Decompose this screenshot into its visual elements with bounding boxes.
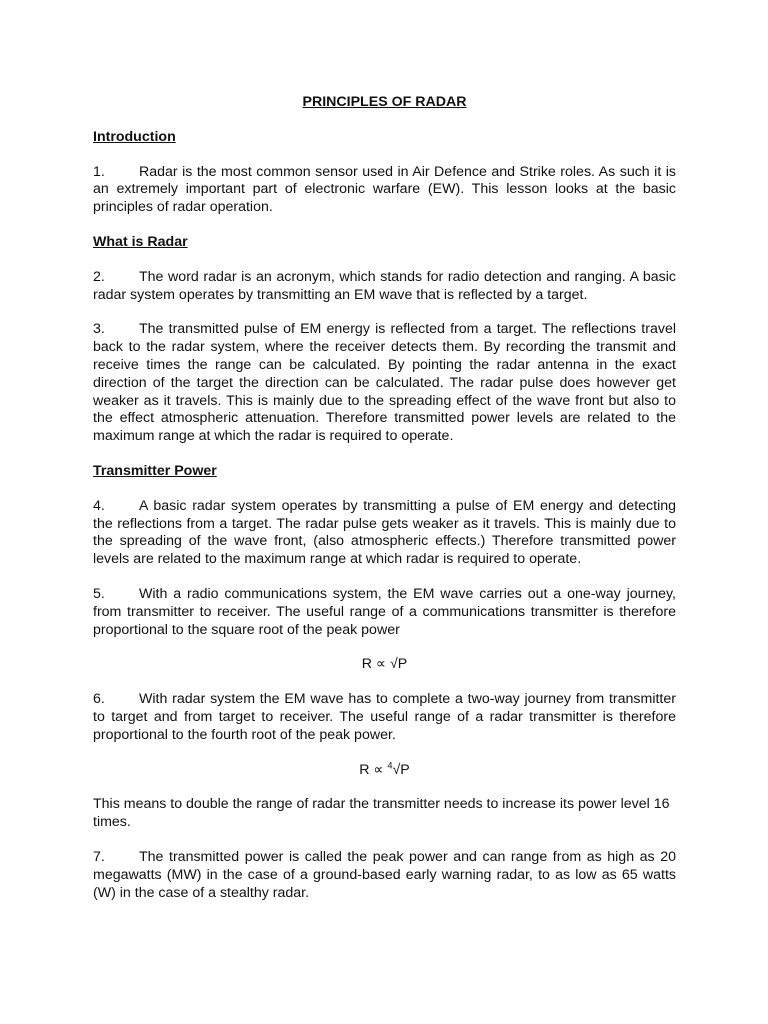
paragraph-6 — [93, 691, 676, 744]
paragraph-number: 3. — [93, 321, 105, 338]
paragraph-text: The transmitted power is called the peak power and can range from as high as 20 megawatts (MW) in the case of a ground-based early warning radar, to as low as 65 watts (W) in the case of a stealthy radar. — [93, 848, 676, 901]
paragraph-5 — [93, 586, 676, 639]
formula-suffix: √P — [392, 761, 410, 778]
formula-prefix: R ∝ — [359, 761, 388, 778]
paragraph-number: 6. — [93, 691, 105, 708]
document-title: PRINCIPLES OF RADAR — [302, 94, 467, 110]
formula-square-root: R ∝ √P — [361, 656, 408, 673]
section-heading-what-is-radar: What is Radar — [93, 233, 188, 250]
paragraph-text: The transmitted pulse of EM energy is reflected from a target. The reflections travel back to the radar system, where the receiver detects them. By recording the transmit and receive times the range can be calculated. By pointing the radar antenna in the exact direction of the target the direction can be calculated. The radar pulse does however get weaker as it travels. This is mainly due to the spreading effect of the wave front but also to the effect atmospheric attenuation. Therefore transmitted power levels are related to the maximum range at which the radar is required to operate. — [93, 321, 676, 445]
paragraph-text: With radar system the EM wave has to complete a two-way journey from transmitter to target and from target to receiver. The useful range of a radar transmitter is therefore proportional to the fourth root of the peak power. — [93, 691, 676, 743]
paragraph-3 — [93, 321, 676, 446]
paragraph-2 — [93, 269, 676, 305]
paragraph-number: 2. — [93, 268, 105, 285]
paragraph-number: 1. — [93, 163, 105, 180]
paragraph-text: Radar is the most common sensor used in Air Defence and Strike roles. As such it is an extremely important part of electronic warfare (EW). This lesson looks at the basic principles of radar operation. — [93, 163, 676, 216]
paragraph-text: The word radar is an acronym, which stands for radio detection and ranging. A basic radar system operates by transmitting an EM wave that is reflected by a target. — [93, 268, 676, 303]
paragraph-number: 4. — [93, 497, 105, 514]
section-heading-transmitter-power: Transmitter Power — [93, 462, 217, 479]
paragraph-1 — [93, 164, 676, 217]
note-paragraph: This means to double the range of radar the transmitter needs to increase its power level 16 times. — [93, 796, 670, 831]
paragraph-text: A basic radar system operates by transmitting a pulse of EM energy and detecting the reflections from a target. The radar pulse gets weaker as it travels. This is mainly due to the spreading of the wave front, (also atmospheric effects.) Therefore transmitted power levels are related to the maximum range at which radar is required to operate. — [93, 497, 676, 568]
paragraph-text: With a radio communications system, the EM wave carries out a one-way journey, from transmitter to receiver. The useful range of a communications transmitter is therefore proportional to the square root of the peak power — [93, 585, 676, 638]
formula-fourth-root — [93, 759, 676, 780]
document-page — [93, 94, 676, 919]
paragraph-4 — [93, 498, 676, 569]
paragraph-number: 7. — [93, 848, 105, 865]
root-index: 4 — [387, 759, 393, 770]
section-heading-introduction: Introduction — [93, 128, 176, 145]
paragraph-number: 5. — [93, 585, 105, 602]
paragraph-7 — [93, 849, 676, 902]
